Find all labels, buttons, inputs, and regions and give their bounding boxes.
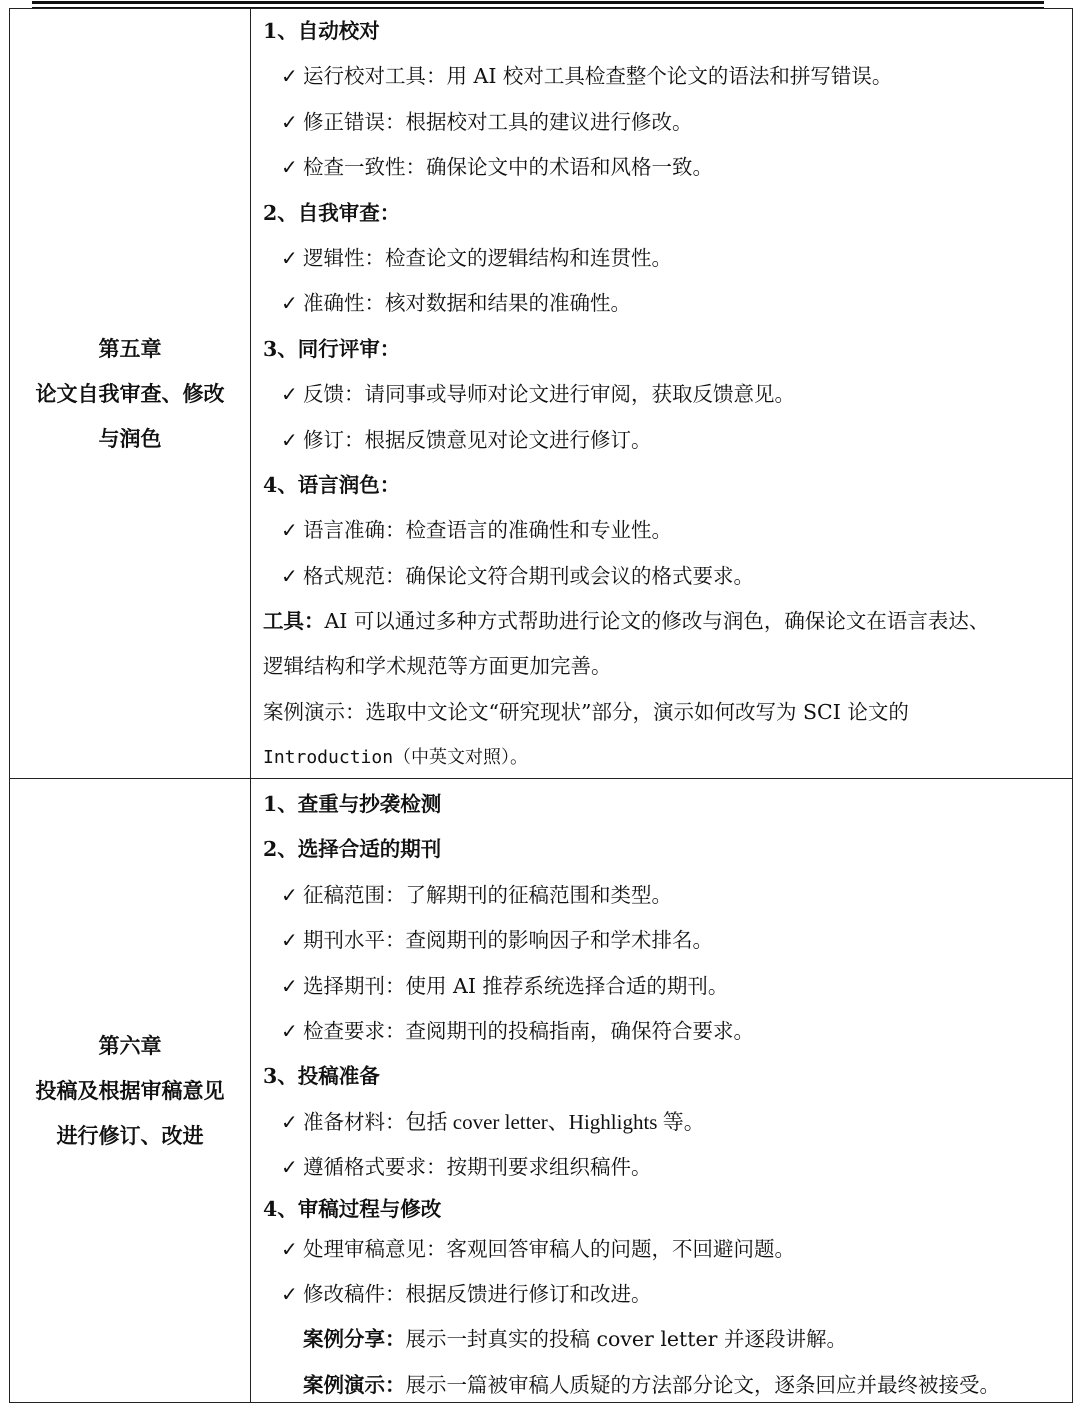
check-icon: ✓ <box>281 1155 298 1180</box>
check-icon: ✓ <box>281 973 298 998</box>
item-label: 反馈： <box>303 382 365 407</box>
list-item <box>263 964 1062 1009</box>
item-label: 准确性： <box>303 291 385 316</box>
list-item <box>263 372 1062 417</box>
chapter-content-cell <box>251 779 1073 1403</box>
item-label: 修正错误： <box>303 109 406 134</box>
item-label: 检查要求： <box>303 1018 406 1043</box>
chapter-title-cell <box>10 779 251 1403</box>
syllabus-table <box>9 8 1073 1403</box>
list-item <box>263 508 1062 553</box>
list-item <box>263 1272 1062 1317</box>
chapter-title-line: 论文自我审查、修改 <box>35 381 225 406</box>
section-heading: 4、审稿过程与修改 <box>263 1196 442 1221</box>
item-text: 确保论文符合期刊或会议的格式要求。 <box>405 563 754 588</box>
item-label: 格式规范： <box>303 563 406 588</box>
case-demo-label: 案例演示： <box>303 1372 406 1397</box>
section-heading: 1、自动校对 <box>263 19 380 43</box>
item-text: 核对数据和结果的准确性。 <box>385 291 631 316</box>
section-heading: 1、查重与抄袭检测 <box>263 792 442 816</box>
case-demo <box>263 1363 1062 1408</box>
list-item <box>263 54 1062 99</box>
check-icon: ✓ <box>281 427 298 452</box>
list-item <box>263 1145 1062 1190</box>
list-item <box>263 145 1062 190</box>
item-label: 选择期刊： <box>303 973 406 998</box>
check-icon: ✓ <box>281 882 298 907</box>
top-rule <box>32 1 1044 4</box>
chapter-title-line: 与润色 <box>98 426 162 451</box>
item-label: 检查一致性： <box>303 155 426 180</box>
item-label: 处理审稿意见： <box>303 1236 447 1261</box>
case-label: 案例演示： <box>263 699 366 724</box>
tools-text-line: AI 可以通过多种方式帮助进行论文的修改与润色，确保论文在语言表达、 <box>324 609 990 634</box>
section-heading: 3、投稿准备 <box>263 1064 380 1089</box>
case-share-label: 案例分享： <box>303 1327 406 1352</box>
tools-text-line: 逻辑结构和学术规范等方面更加完善。 <box>263 654 612 679</box>
check-icon: ✓ <box>281 1109 298 1134</box>
list-item <box>263 1009 1062 1054</box>
item-text: 包括 cover letter、Highlights 等。 <box>405 1109 705 1134</box>
item-text: 检查论文的逻辑结构和连贯性。 <box>385 245 672 270</box>
check-icon: ✓ <box>281 382 298 407</box>
list-item <box>263 918 1062 963</box>
item-text: 确保论文中的术语和风格一致。 <box>426 155 713 180</box>
list-item <box>263 1227 1062 1272</box>
list-item <box>263 236 1062 281</box>
item-label: 遵循格式要求： <box>303 1155 447 1180</box>
case-text-line: 选取中文论文“研究现状”部分，演示如何改写为 SCI 论文的 <box>365 699 909 724</box>
check-icon: ✓ <box>281 928 298 953</box>
chapter-row-5 <box>10 9 1073 779</box>
check-icon: ✓ <box>281 291 298 316</box>
case-share-text: 展示一封真实的投稿 cover letter 并逐段讲解。 <box>405 1327 847 1352</box>
section-heading: 3、同行评审： <box>263 336 401 361</box>
case-demo-text: 展示一篇被审稿人质疑的方法部分论文，逐条回应并最终被接受。 <box>405 1372 1000 1397</box>
item-text: 按期刊要求组织稿件。 <box>446 1155 652 1180</box>
check-icon: ✓ <box>281 1236 298 1261</box>
chapter-row-6 <box>10 779 1073 1403</box>
chapter-title-line: 投稿及根据审稿意见 <box>35 1078 225 1103</box>
item-text: 了解期刊的征稿范围和类型。 <box>405 882 672 907</box>
case-paragraph <box>263 690 1062 781</box>
chapter-number: 第五章 <box>98 336 162 361</box>
item-text: 根据校对工具的建议进行修改。 <box>405 109 693 134</box>
section-heading: 2、自我审查： <box>263 200 401 225</box>
item-text: 查阅期刊的影响因子和学术排名。 <box>405 928 713 953</box>
list-item <box>263 418 1062 463</box>
check-icon: ✓ <box>281 109 298 134</box>
item-label: 修订： <box>303 427 365 452</box>
item-text: 根据反馈进行修订和改进。 <box>405 1281 652 1306</box>
check-icon: ✓ <box>281 1281 298 1306</box>
item-text: 查阅期刊的投稿指南，确保符合要求。 <box>405 1018 754 1043</box>
item-text: 客观回答审稿人的问题，不回避问题。 <box>446 1236 795 1261</box>
tools-label: 工具： <box>263 609 325 634</box>
check-icon: ✓ <box>281 64 298 89</box>
check-icon: ✓ <box>281 155 298 180</box>
item-text: 使用 AI 推荐系统选择合适的期刊。 <box>405 973 729 998</box>
chapter-content-cell <box>251 9 1073 779</box>
chapter-number: 第六章 <box>98 1033 162 1058</box>
item-label: 期刊水平： <box>303 928 406 953</box>
case-share <box>263 1317 1062 1362</box>
chapter-title-line: 进行修订、改进 <box>56 1123 204 1148</box>
item-label: 征稿范围： <box>303 882 406 907</box>
check-icon: ✓ <box>281 518 298 543</box>
item-label: 运行校对工具： <box>303 64 447 89</box>
list-item <box>263 100 1062 145</box>
item-text: 根据反馈意见对论文进行修订。 <box>364 427 652 452</box>
list-item <box>263 554 1062 599</box>
item-text: 用 AI 校对工具检查整个论文的语法和拼写错误。 <box>446 64 893 89</box>
item-label: 语言准确： <box>303 518 406 543</box>
item-label: 准备材料： <box>303 1109 406 1134</box>
tools-paragraph <box>263 599 1062 690</box>
item-label: 修改稿件： <box>303 1281 406 1306</box>
list-item <box>263 873 1062 918</box>
section-heading: 4、语言润色： <box>263 472 401 497</box>
check-icon: ✓ <box>281 245 298 270</box>
check-icon: ✓ <box>281 563 298 588</box>
section-heading: 2、选择合适的期刊 <box>263 837 442 862</box>
check-icon: ✓ <box>281 1018 298 1043</box>
list-item <box>263 281 1062 326</box>
case-text-line: Introduction（中英文对照）。 <box>263 747 529 769</box>
chapter-title-cell <box>10 9 251 779</box>
list-item <box>263 1100 1062 1145</box>
item-label: 逻辑性： <box>303 245 385 270</box>
item-text: 检查语言的准确性和专业性。 <box>405 518 672 543</box>
item-text: 请同事或导师对论文进行审阅，获取反馈意见。 <box>364 382 795 407</box>
